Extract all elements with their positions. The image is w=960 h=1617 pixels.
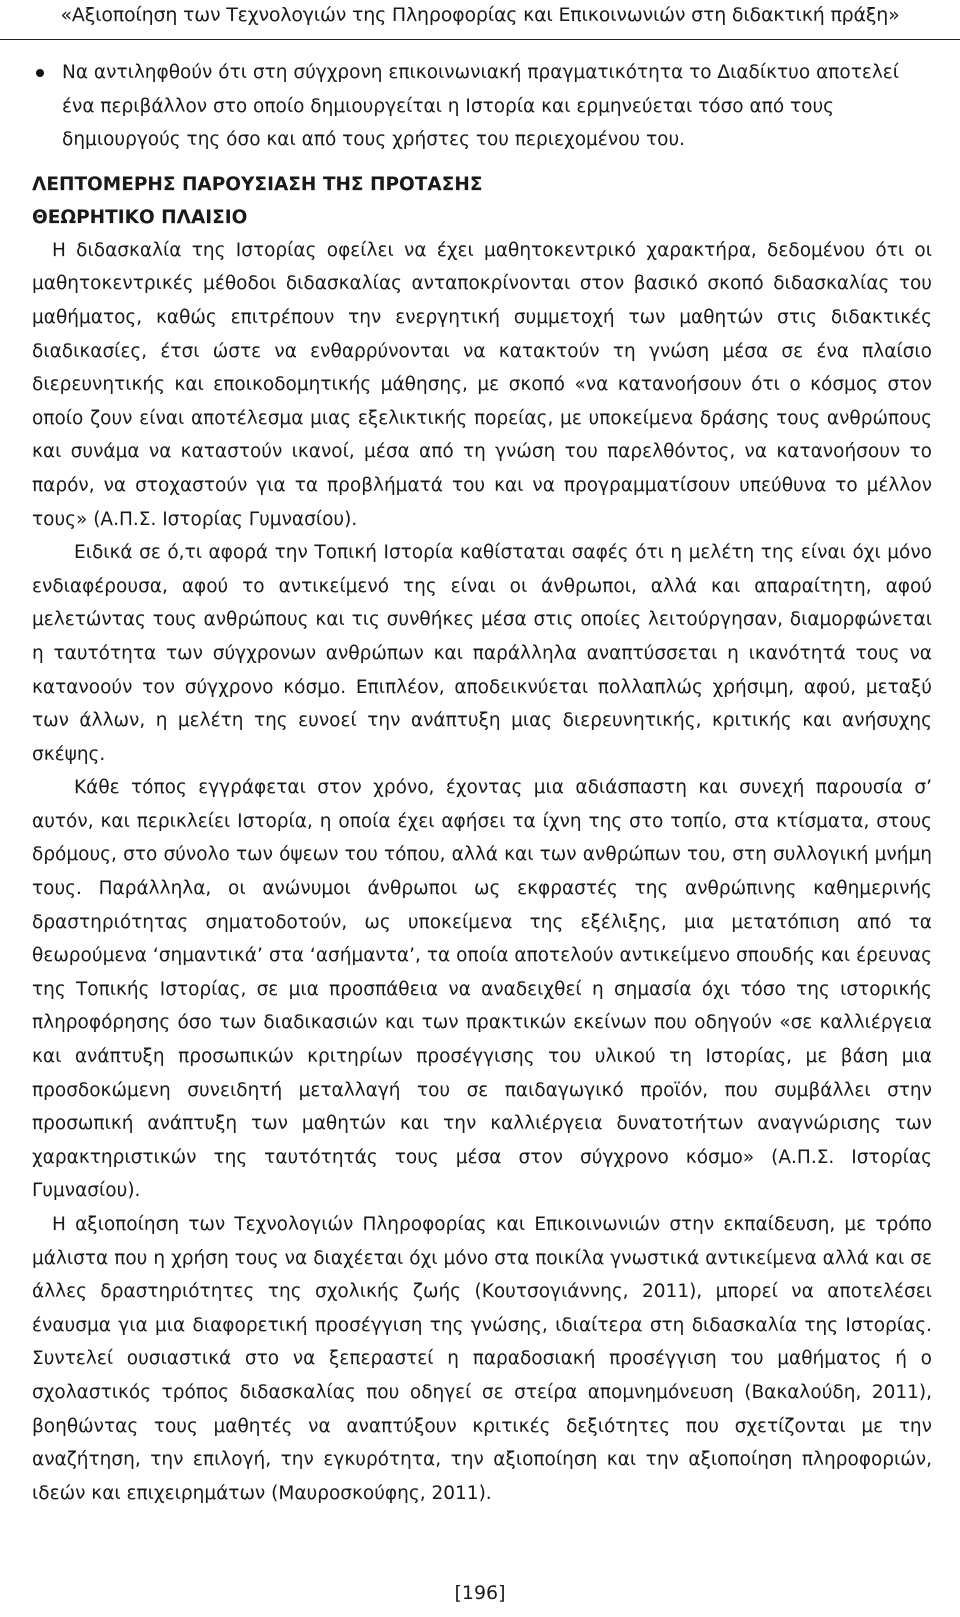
objectives-bullet-list bbox=[32, 56, 932, 157]
paragraph-1: Η διδασκαλία της Ιστορίας οφείλει να έχει μαθητοκεντρικό χαρακτήρα, δεδομένου ότι οι μαθητοκεντρικές μέθοδοι διδασκαλίας ανταποκρίνονται στον βασικό σκοπό διδασκαλίας του μαθήματος, καθώς επιτρέπουν την ενεργητική συμμετοχή των μαθητών στις διδακτικές διαδικασίες, έτσι ώστε να ενθαρρύνονται να κατακτούν τη γνώση μέσα σε ένα πλαίσιο διερευνητικής και εποικοδομητικής μάθησης, με σκοπό «να κατανοήσουν ότι ο κόσμος στον οποίο ζουν είναι αποτέλεσμα μιας εξελικτικής πορείας, με υποκείμενα δράσης τους ανθρώπους και συνάμα να καταστούν ικανοί, μέσα από τη γνώση του παρελθόντος, να κατανοήσουν το παρόν, να στοχαστούν για τα προβλήματά του και να προγραμματίσουν υπεύθυνα το μέλλον τους» (Α.Π.Σ. Ιστορίας Γυμνασίου). bbox=[32, 239, 932, 530]
page-body bbox=[32, 56, 932, 1510]
bullet-dot-icon bbox=[36, 69, 44, 77]
section-subheading: ΘΕΩΡΗΤΙΚΟ ΠΛΑΙΣΙΟ bbox=[32, 206, 248, 228]
bullet-item-text: Να αντιληφθούν ότι στη σύγχρονη επικοινωνιακή πραγματικότητα το Διαδίκτυο αποτελεί ένα περιβάλλον στο οποίο δημιουργείται η Ιστορία και ερμηνεύεται τόσο από τους δημιουργούς της όσο και από τους χρήστες του περιεχομένου του. bbox=[62, 62, 900, 151]
page-number bbox=[0, 1580, 960, 1606]
section-heading: ΛΕΠΤΟΜΕΡΗΣ ΠΑΡΟΥΣΙΑΣΗ ΤΗΣ ΠΡΟΤΑΣΗΣ bbox=[32, 173, 483, 195]
running-header-title: «Αξιοποίηση των Τεχνολογιών της Πληροφορίας και Επικοινωνιών στη διδακτική πράξη» bbox=[60, 4, 900, 26]
running-header bbox=[0, 0, 960, 40]
paragraph-2: Ειδικά σε ό,τι αφορά την Τοπική Ιστορία καθίσταται σαφές ότι η μελέτη της είναι όχι μόνο ενδιαφέρουσα, αφού το αντικείμενό της είναι οι άνθρωποι, αλλά και απαραίτητη, αφού μελετώντας τους ανθρώπους και τις συνθήκες μέσα στις οποίες λειτούργησαν, διαμορφώνεται η ταυτότητα των σύγχρονων ανθρώπων και παράλληλα αναπτύσσεται η ικανότητά τους να κατανοούν τον σύγχρονο κόσμο. Επιπλέον, αποδεικνύεται πολλαπλώς χρήσιμη, αφού, μεταξύ των άλλων, η μελέτη της ευνοεί την ανάπτυξη μιας διερευνητικής, κριτικής και ανήσυχης σκέψης. bbox=[32, 542, 932, 765]
paragraph-4: Η αξιοποίηση των Τεχνολογιών Πληροφορίας και Επικοινωνιών στην εκπαίδευση, με τρόπο μάλιστα που η χρήση τους να διαχέεται όχι μόνο στα ποικίλα γνωστικά αντικείμενα αλλά και σε άλλες δραστηριότητες της σχολικής ζωής (Κουτσογιάννης, 2011), μπορεί να αποτελέσει έναυσμα για μια διαφορετική προσέγγιση της γνώσης, ιδιαίτερα στη διδασκαλία της Ιστορίας. Συντελεί ουσιαστικά στο να ξεπεραστεί η παραδοσιακή προσέγγιση του μαθήματος ή ο σχολαστικός τρόπος διδασκαλίας που οδηγεί σε στείρα απομνημόνευση (Βακαλούδη, 2011), βοηθώντας τους μαθητές να αναπτύξουν κριτικές δεξιότητες που σχετίζονται με την αναζήτηση, την επιλογή, την εγκυρότητα, την αξιοποίηση και την αξιοποίηση πληροφοριών, ιδεών και επιχειρημάτων (Μαυροσκούφης, 2011). bbox=[32, 1214, 932, 1504]
paragraph-3: Κάθε τόπος εγγράφεται στον χρόνο, έχοντας μια αδιάσπαστη και συνεχή παρουσία σ’ αυτόν, και περικλείει Ιστορία, η οποία έχει αφήσει τα ίχνη της στο τοπίο, στα κτίσματα, στους δρόμους, στο σύνολο των όψεων του τόπου, αλλά και των ανθρώπων του, στη συλλογική μνήμη τους. Παράλληλα, οι ανώνυμοι άνθρωποι ως εκφραστές της ανθρώπινης καθημερινής δραστηριότητας σηματοδοτούν, ως υποκείμενα της εξέλιξης, μια μετατόπιση από τα θεωρούμενα ‘σημαντικά’ στα ‘ασήμαντα’, τα οποία αποτελούν αντικείμενο σπουδής και έρευνας της Τοπικής Ιστορίας, σε μια προσπάθεια να αναδειχθεί η σημασία όχι τόσο της ιστορικής πληροφόρησης όσο των διαδικασιών και των πρακτικών εκείνων που οδηγούν «σε καλλιέργεια και ανάπτυξη προσωπικών κριτηρίων προσέγγισης του υλικού τη Ιστορίας, με βάση μια προσδοκώμενη συνειδητή μεταλλαγή του σε παιδαγωγικό προϊόν, που συμβάλλει στην προσωπική ανάπτυξη των μαθητών και την καλλιέργεια δυνατοτήτων αναγνώρισης των χαρακτηριστικών της ταυτότητάς τους μέσα στον σύγχρονο κόσμο» (Α.Π.Σ. Ιστορίας Γυμνασίου). bbox=[32, 777, 932, 1202]
page-number-text: [196] bbox=[454, 1582, 506, 1604]
section-heading-block bbox=[32, 168, 932, 234]
bullet-item bbox=[62, 56, 932, 157]
